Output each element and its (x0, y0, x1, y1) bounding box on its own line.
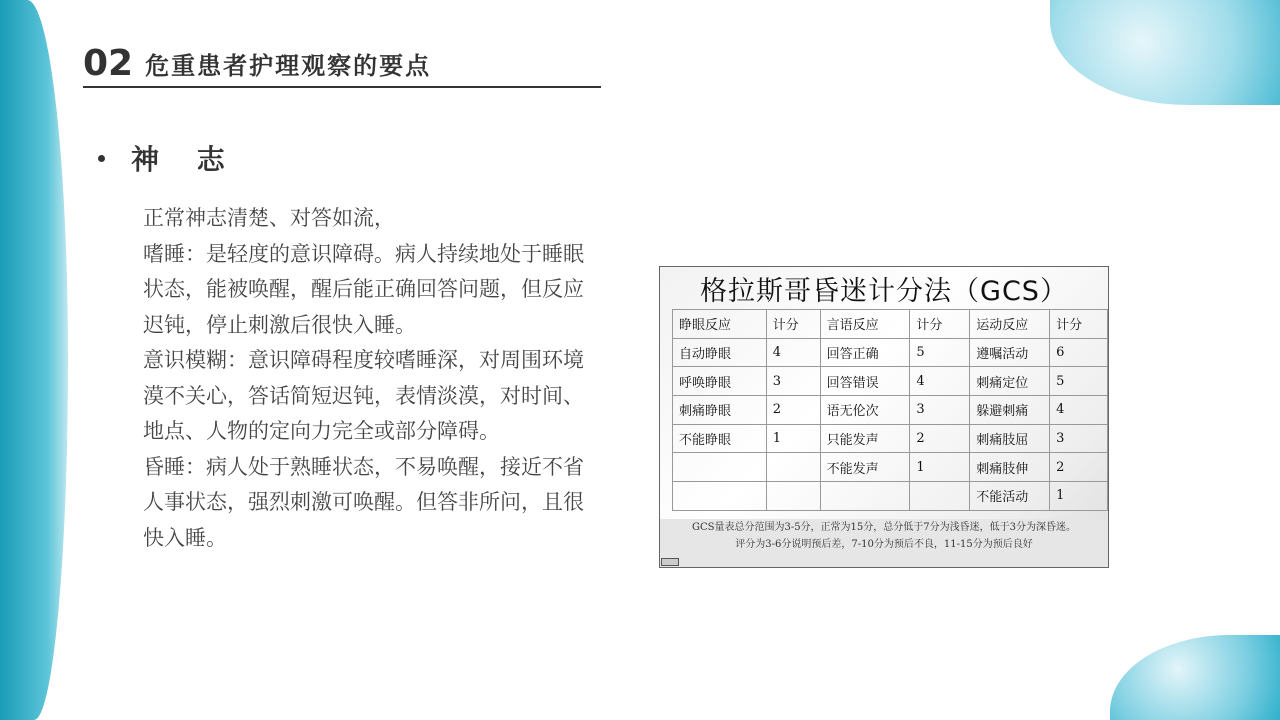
gcs-caption (660, 519, 1108, 567)
table-cell (820, 482, 910, 511)
paragraph: 嗜睡：是轻度的意识障碍。病人持续地处于睡眠状态，能被唤醒，醒后能正确回答问题，但反应迟钝，停止刺激后很快入睡。 (143, 241, 584, 337)
table-row (673, 453, 1108, 482)
table-cell: 2 (766, 396, 820, 425)
body-text (143, 201, 603, 556)
table-row (673, 396, 1108, 425)
table-cell: 刺痛肢伸 (970, 453, 1050, 482)
bullet-label: 神 志 (131, 143, 239, 176)
slide-header (83, 44, 601, 88)
table-cell: 4 (910, 367, 970, 396)
table-cell: 计分 (766, 310, 820, 339)
paragraph: 正常神志清楚、对答如流， (143, 206, 395, 230)
table-cell: 计分 (1050, 310, 1108, 339)
table-cell: 不能活动 (970, 482, 1050, 511)
table-cell: 3 (910, 396, 970, 425)
table-cell: 3 (766, 367, 820, 396)
caption-line: 评分为3-6分说明预后差，7-10分为预后不良，11-15分为预后良好 (735, 539, 1033, 550)
gcs-title: 格拉斯哥昏迷计分法（GCS） (700, 276, 1068, 307)
paragraph: 意识模糊：意识障碍程度较嗜睡深，对周围环境漠不关心，答话简短迟钝，表情淡漠，对时间、地点、人物的定向力完全或部分障碍。 (143, 348, 584, 443)
table-cell: 只能发声 (820, 424, 910, 453)
decorative-blob-left (0, 0, 68, 720)
table-cell: 睁眼反应 (673, 310, 767, 339)
table-cell: 2 (1050, 453, 1108, 482)
table-cell: 5 (910, 338, 970, 367)
table-cell: 计分 (910, 310, 970, 339)
bullet-dot-icon (98, 155, 105, 162)
table-row (673, 367, 1108, 396)
table-cell: 4 (1050, 396, 1108, 425)
table-row (673, 424, 1108, 453)
table-cell (673, 453, 767, 482)
table-cell: 遵嘱活动 (970, 338, 1050, 367)
bullet-heading (98, 138, 239, 178)
table-cell: 回答错误 (820, 367, 910, 396)
table-header-row (673, 310, 1108, 339)
table-cell: 不能发声 (820, 453, 910, 482)
gcs-table-image (659, 266, 1109, 568)
table-cell: 不能睁眼 (673, 424, 767, 453)
table-cell: 4 (766, 338, 820, 367)
table-cell: 5 (1050, 367, 1108, 396)
table-cell (673, 482, 767, 511)
table-row (673, 338, 1108, 367)
table-cell: 回答正确 (820, 338, 910, 367)
table-cell: 6 (1050, 338, 1108, 367)
table-cell: 3 (1050, 424, 1108, 453)
paragraph: 昏睡：病人处于熟睡状态，不易唤醒，接近不省人事状态，强烈刺激可唤醒。但答非所问，且很快入睡。 (143, 454, 584, 550)
table-cell: 自动睁眼 (673, 338, 767, 367)
table-cell: 言语反应 (820, 310, 910, 339)
table-cell: 躲避刺痛 (970, 396, 1050, 425)
decorative-blob-bottom-right (1110, 635, 1280, 720)
table-cell (766, 453, 820, 482)
table-row (673, 482, 1108, 511)
table-cell: 1 (910, 453, 970, 482)
table-cell: 2 (910, 424, 970, 453)
table-cell: 运动反应 (970, 310, 1050, 339)
decorative-blob-top-right (1050, 0, 1280, 105)
gcs-table (672, 309, 1108, 511)
table-cell: 语无伦次 (820, 396, 910, 425)
table-cell: 1 (1050, 482, 1108, 511)
embedded-object-icon (661, 558, 679, 566)
table-cell: 1 (766, 424, 820, 453)
section-number: 02 (83, 43, 134, 84)
table-cell: 刺痛肢屈 (970, 424, 1050, 453)
table-cell: 刺痛定位 (970, 367, 1050, 396)
caption-line: GCS量表总分范围为3-5分，正常为15分，总分低于7分为浅昏迷，低于3分为深昏迷。 (691, 522, 1077, 533)
table-cell: 刺痛睁眼 (673, 396, 767, 425)
table-cell: 呼唤睁眼 (673, 367, 767, 396)
table-cell (766, 482, 820, 511)
slide-title: 危重患者护理观察的要点 (145, 51, 432, 80)
table-cell (910, 482, 970, 511)
